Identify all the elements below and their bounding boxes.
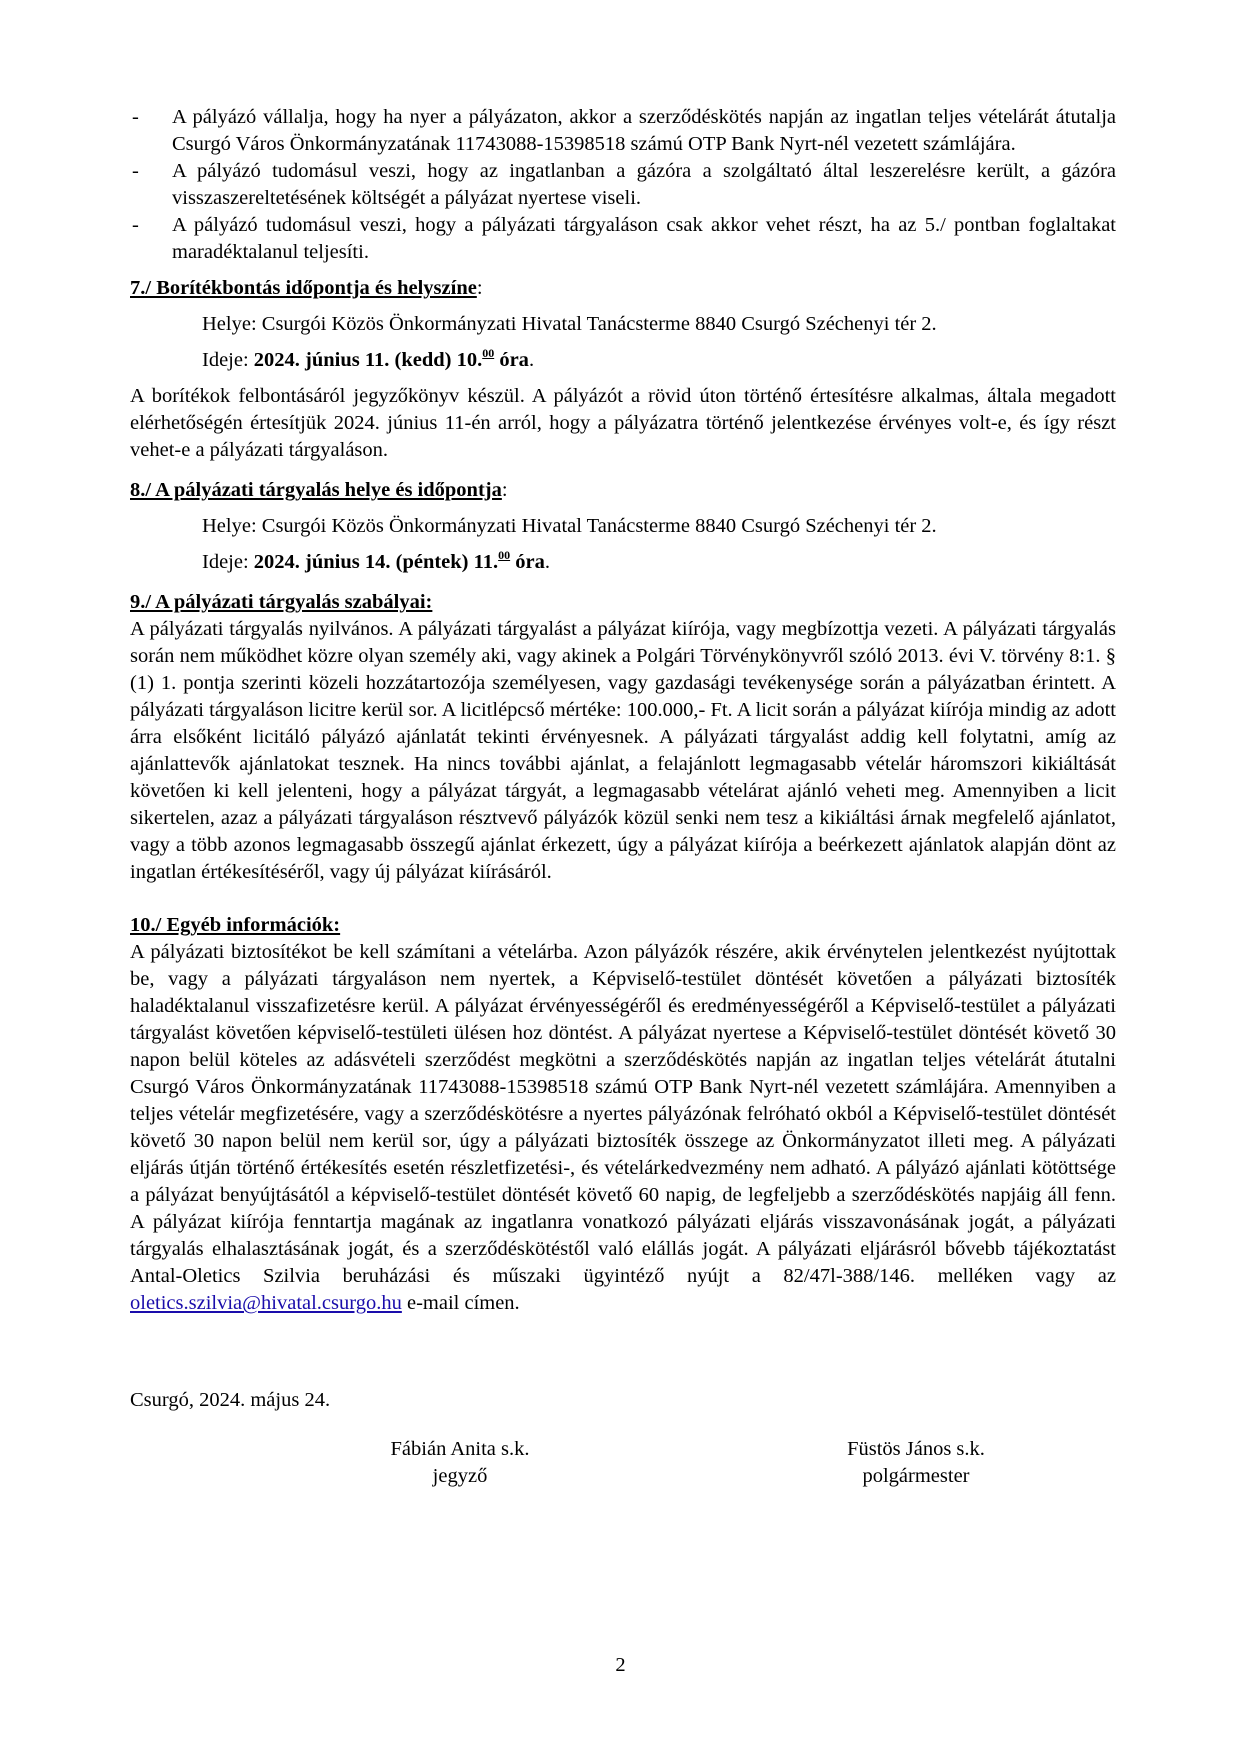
page-number: 2	[615, 1654, 626, 1676]
signer-role: polgármester	[862, 1465, 970, 1487]
signature-block	[330, 1436, 590, 1490]
section-10-text-end: e-mail címen.	[401, 1292, 520, 1314]
list-item	[130, 158, 1116, 212]
section-7-body: A borítékok felbontásáról jegyzőkönyv készül. A pályázót a rövid úton történő értesítésre alkalmas, általa megadott elérhetőségén értesítjük 2024. június 11-én arról, hogy a pályázatra történő jelentkezése érvényes volt-e, és így részt vehet-e a pályázati tárgyaláson.	[130, 385, 1116, 461]
section-10-body	[130, 939, 1116, 1317]
signatures	[130, 1436, 1116, 1496]
section-8-place: Helye: Csurgói Közös Önkormányzati Hivatal Tanácsterme 8840 Csurgó Széchenyi tér 2.	[202, 515, 937, 537]
signer-name: Füstös János s.k.	[847, 1438, 985, 1460]
time-minutes: 00	[482, 346, 495, 360]
section-7-heading	[130, 275, 1116, 302]
time-unit: óra	[494, 349, 529, 371]
signer-name: Fábián Anita s.k.	[390, 1438, 530, 1460]
section-10-text: A pályázati biztosítékot be kell számítani a vételárba. Azon pályázók részére, akik érvénytelen jelentkezést nyújtottak be, vagy a pályázati tárgyaláson nem nyertek, a Képviselő-testület döntését követően a pályázati biztosíték haladéktalanul visszafizetésre kerül. A pályázat érvényességéről és eredményességéről a Képviselő-testület a pályázati tárgyalást követően képviselő-testületi ülésen hoz döntést. A pályázat nyertese a Képviselő-testület döntését követő 30 napon belül köteles az adásvételi szerződést megkötni a szerződéskötés napján az ingatlan teljes vételárát átutalni Csurgó Város Önkormányzatának 11743088-15398518 számú OTP Bank Nyrt-nél vezetett számlájára. Amennyiben a teljes vételár megfizetésére, vagy a szerződéskötésre a nyertes pályázónak felróható okból a Képviselő-testület döntését követő 30 napon belül nem kerül sor, úgy a pályázati biztosíték összege az Önkormányzatot illeti meg. A pályázati eljárás útján történő értékesítés esetén részletfizetési-, és vételárkedvezmény nem adható. A pályázó ajánlati kötöttsége a pályázat benyújtásától a képviselő-testület döntését követő 60 napig, de legfeljebb a szerződéskötés napjáig áll fenn. A pályázat kiírója fenntartja magának az ingatlanra vonatkozó pályázati eljárás visszavonásának jogát, a pályázati tárgyalás elhalasztásának jogát, és a szerződéskötéstől való elállás jogát. A pályázati eljárásról bővebb tájékoztatást Antal-Oletics Szilvia beruházási és műszaki ügyintéző nyújt a 82/47l-388/146. melléken vagy az	[130, 941, 1116, 1287]
time-label: Ideje:	[202, 349, 254, 371]
section-8-heading	[130, 477, 1116, 504]
time-end: .	[528, 349, 535, 371]
conditions-list	[130, 104, 1116, 266]
time-minutes: 00	[498, 548, 511, 562]
section-7-title: 7./ Borítékbontás időpontja és helyszíne	[130, 277, 477, 299]
list-item	[130, 104, 1116, 158]
bullet-marker: -	[132, 160, 139, 182]
section-9-title: 9./ A pályázati tárgyalás szabályai:	[130, 591, 433, 613]
bullet-marker: -	[132, 106, 139, 128]
section-8-time	[130, 549, 1116, 576]
list-item	[130, 212, 1116, 266]
document-page	[130, 104, 1116, 1496]
section-9-body: A pályázati tárgyalás nyilvános. A pályázati tárgyalást a pályázat kiírója, vagy megbízottja vezeti. A pályázati tárgyalás során nem működhet közre olyan személy aki, vagy akinek a Polgári Törvénykönyvről szóló 2013. évi V. törvény 8:1. § (1) 1. pontja szerinti közeli hozzátartozója személyesen, vagy gazdasági tevékenysége során a pályázatban érintett. A pályázati tárgyaláson licitre kerül sor. A licitlépcső mértéke: 100.000,- Ft. A licit során a pályázat kiírója mindig az adott árra elsőként licitáló pályázó ajánlatát tekinti érvényesnek. A pályázati tárgyalást addig kell folytatni, amíg az ajánlattevők ajánlatokat tesznek. Ha nincs további ajánlat, a felajánlott legmagasabb vételár háromszori kikiáltását követően ki kell jelenteni, hogy a pályázat tárgyát, a legmagasabb vételárat ajánló veheti meg. Amennyiben a licit sikertelen, azaz a pályázati tárgyaláson résztvevő pályázók közül senki nem tesz a kikiáltási árnak megfelelő ajánlatot, vagy a több azonos legmagasabb összegű ajánlat érkezett, úgy a pályázat kiírója a beérkezett ajánlatok alapján dönt az ingatlan értékesítéséről, vagy új pályázat kiírásáról.	[130, 618, 1116, 883]
signer-role: jegyző	[432, 1465, 488, 1487]
section-8-colon: :	[501, 479, 508, 501]
email-link[interactable]: oletics.szilvia@hivatal.csurgo.hu	[130, 1292, 402, 1314]
section-7-place: Helye: Csurgói Közös Önkormányzati Hivatal Tanácsterme 8840 Csurgó Széchenyi tér 2.	[202, 313, 937, 335]
bullet-marker: -	[132, 214, 139, 236]
time-unit: óra	[510, 551, 545, 573]
section-7-colon: :	[476, 277, 483, 299]
signature-block	[786, 1436, 1046, 1490]
place-date: Csurgó, 2024. május 24.	[130, 1389, 331, 1411]
section-10-title: 10./ Egyéb információk:	[130, 914, 341, 936]
time-label: Ideje:	[202, 551, 254, 573]
time-end: .	[544, 551, 550, 573]
time-value: 2024. június 11. (kedd) 10.	[253, 349, 483, 371]
list-item-text: A pályázó tudomásul veszi, hogy a pályázati tárgyaláson csak akkor vehet részt, ha az 5./ pontban foglaltakat maradéktalanul teljesíti.	[172, 214, 1116, 263]
time-value: 2024. június 14. (péntek) 11.	[253, 551, 499, 573]
list-item-text: A pályázó tudomásul veszi, hogy az ingatlanban a gázóra a szolgáltató által leszerelésre került, a gázóra visszaszereltetésének költségét a pályázat nyertese viseli.	[172, 160, 1116, 209]
section-8-title: 8./ A pályázati tárgyalás helye és időpontja	[130, 479, 502, 501]
section-7-time	[130, 347, 1116, 374]
list-item-text: A pályázó vállalja, hogy ha nyer a pályázaton, akkor a szerződéskötés napján az ingatlan teljes vételárát átutalja Csurgó Város Önkormányzatának 11743088-15398518 számú OTP Bank Nyrt-nél vezetett számlájára.	[172, 106, 1116, 155]
